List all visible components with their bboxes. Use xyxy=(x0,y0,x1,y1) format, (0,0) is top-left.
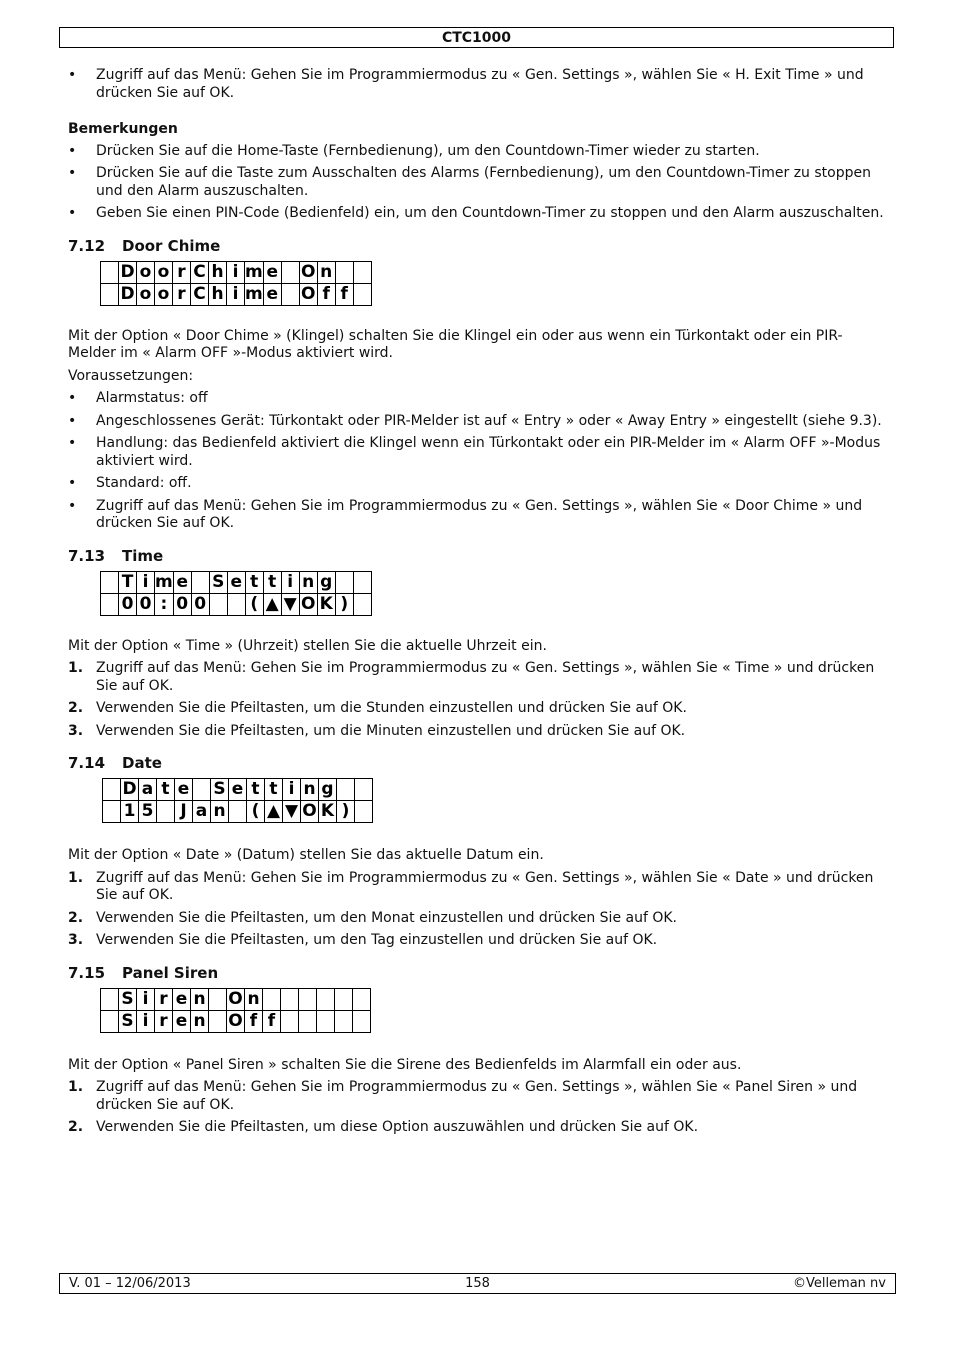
lcd-cell: 0 xyxy=(119,593,137,615)
section-description: Mit der Option « Time » (Uhrzeit) stellen Sie die aktuelle Uhrzeit ein. xyxy=(68,637,547,654)
section-description: Mit der Option « Date » (Datum) stellen Sie das aktuelle Datum ein. xyxy=(68,847,544,863)
lcd-cell xyxy=(101,593,119,615)
numbered-step xyxy=(68,723,890,741)
lcd-cell: 0 xyxy=(173,593,191,615)
version-date: V. 01 – 12/06/2013 xyxy=(69,1276,191,1291)
lcd-row xyxy=(101,1010,371,1032)
step-text: Verwenden Sie die Pfeiltasten, um die Stunden einzustellen und drücken Sie auf OK. xyxy=(96,700,687,716)
lcd-cell xyxy=(101,261,119,283)
lcd-cell: f xyxy=(317,283,335,305)
lcd-display-time xyxy=(100,571,372,616)
lcd-cell xyxy=(191,571,209,593)
lcd-cell: n xyxy=(299,571,317,593)
lcd-cell xyxy=(353,283,371,305)
lcd-cell: h xyxy=(209,283,227,305)
lcd-cell xyxy=(209,988,227,1010)
lcd-cell xyxy=(101,283,119,305)
section-number: 7.15 xyxy=(68,963,106,982)
lcd-cell xyxy=(103,801,121,823)
lcd-cell: n xyxy=(211,801,229,823)
section-heading-door-chime xyxy=(68,237,890,255)
lcd-cell: f xyxy=(263,1010,281,1032)
lcd-cell xyxy=(337,779,355,801)
lcd-cell: t xyxy=(157,779,175,801)
lcd-cell xyxy=(353,571,371,593)
page-content xyxy=(68,67,890,1142)
lcd-cell xyxy=(101,1010,119,1032)
step-number: 3. xyxy=(68,932,84,948)
lcd-cell xyxy=(335,1010,353,1032)
lcd-cell: m xyxy=(245,283,263,304)
lcd-cell: K xyxy=(317,593,335,615)
section-heading-time xyxy=(68,547,890,565)
lcd-cell: r xyxy=(155,1010,173,1032)
lcd-cell: e xyxy=(173,1010,191,1032)
lcd-cell xyxy=(335,988,353,1010)
lcd-cell xyxy=(281,261,299,283)
lcd-cell: 1 xyxy=(121,801,139,823)
numbered-step xyxy=(68,660,890,695)
lcd-cell xyxy=(281,1010,299,1032)
lcd-cell: ▼ xyxy=(281,593,299,615)
section-title: Date xyxy=(122,754,162,772)
lcd-cell: t xyxy=(265,779,283,801)
lcd-row xyxy=(103,801,373,823)
numbered-step xyxy=(68,932,890,950)
section-number: 7.12 xyxy=(68,236,106,255)
lcd-cell: i xyxy=(137,1010,155,1032)
lcd-cell: o xyxy=(155,283,173,305)
lcd-cell xyxy=(353,988,371,1010)
lcd-row xyxy=(101,988,371,1010)
lcd-cell xyxy=(353,593,371,615)
lcd-cell: e xyxy=(227,571,245,593)
lcd-cell: a xyxy=(139,779,157,801)
section-title: Panel Siren xyxy=(122,963,219,982)
lcd-cell: C xyxy=(191,283,209,305)
lcd-cell xyxy=(355,801,373,823)
lcd-cell: D xyxy=(120,283,135,304)
numbered-step xyxy=(68,870,890,905)
lcd-cell: e xyxy=(175,779,193,801)
section-title: Time xyxy=(122,546,164,565)
lcd-cell: i xyxy=(283,779,301,801)
lcd-cell: 0 xyxy=(191,593,209,615)
section-description: Mit der Option « Door Chime » (Klingel) schalten Sie die Klingel ein oder aus wenn ein Türkontakt oder ein PIR-Melder im « Alarm OFF »-Modus aktiviert wird. xyxy=(68,327,843,361)
lcd-cell: O xyxy=(300,261,316,282)
lcd-cell xyxy=(103,779,121,801)
lcd-cell: ▼ xyxy=(283,801,301,823)
numbered-step xyxy=(68,910,890,928)
step-number: 2. xyxy=(68,909,84,926)
lcd-cell xyxy=(317,988,335,1010)
lcd-cell: K xyxy=(319,801,337,823)
list-item: • Alarmstatus: off xyxy=(68,390,890,408)
lcd-cell: i xyxy=(227,283,245,305)
step-number: 3. xyxy=(68,722,84,739)
section-description: Mit der Option « Panel Siren » schalten Sie die Sirene des Bedienfelds im Alarmfall ein oder aus. xyxy=(68,1056,742,1073)
section-number: 7.14 xyxy=(68,754,106,772)
lcd-cell: r xyxy=(173,261,191,283)
lcd-cell xyxy=(193,779,211,801)
lcd-cell: m xyxy=(245,261,263,282)
lcd-cell: o xyxy=(137,283,155,305)
lcd-cell xyxy=(229,801,247,823)
lcd-cell: t xyxy=(263,571,281,593)
step-text: Zugriff auf das Menü: Gehen Sie im Programmiermodus zu « Gen. Settings », wählen Sie « Date » und drücken Sie auf OK. xyxy=(96,869,874,903)
lcd-row xyxy=(101,593,372,615)
lcd-cell xyxy=(299,1010,317,1032)
lcd-cell: O xyxy=(300,593,316,614)
lcd-cell: e xyxy=(263,283,281,305)
lcd-cell: 5 xyxy=(139,801,157,823)
list-item: • Drücken Sie auf die Home-Taste (Fernbedienung), um den Countdown-Timer wieder zu starten. xyxy=(68,143,890,161)
lcd-cell xyxy=(209,593,227,615)
section-heading-date xyxy=(68,754,890,772)
lcd-cell: O xyxy=(228,1010,243,1031)
lcd-cell: D xyxy=(120,261,135,282)
step-text: Verwenden Sie die Pfeiltasten, um den Monat einzustellen und drücken Sie auf OK. xyxy=(96,909,677,926)
lcd-cell: n xyxy=(301,779,319,801)
lcd-cell: O xyxy=(228,988,243,1009)
list-item: • Handlung: das Bedienfeld aktiviert die Klingel wenn ein Türkontakt oder ein PIR-Melder im « Alarm OFF »-Modus aktiviert wird. xyxy=(68,435,890,470)
lcd-cell xyxy=(263,988,281,1010)
copyright: ©Velleman nv xyxy=(792,1276,886,1291)
numbered-step xyxy=(68,1079,890,1114)
lcd-cell: r xyxy=(155,988,173,1010)
list-item: • Zugriff auf das Menü: Gehen Sie im Programmiermodus zu « Gen. Settings », wählen Sie « Door Chime » und drücken Sie auf OK. xyxy=(68,498,890,533)
lcd-cell: T xyxy=(119,571,137,593)
lcd-cell xyxy=(355,779,373,801)
list-item: • Geben Sie einen PIN-Code (Bedienfeld) ein, um den Countdown-Timer zu stoppen und den Alarm auszuschalten. xyxy=(68,205,890,223)
lcd-cell: ( xyxy=(245,593,263,615)
lcd-cell: n xyxy=(191,1010,209,1032)
lcd-cell: ▲ xyxy=(263,593,281,615)
section-title: Door Chime xyxy=(122,236,221,255)
list-item: • Standard: off. xyxy=(68,475,890,493)
lcd-cell: S xyxy=(119,988,137,1010)
lcd-cell xyxy=(299,988,317,1010)
lcd-cell: a xyxy=(193,801,211,823)
step-text: Verwenden Sie die Pfeiltasten, um diese Option auszuwählen und drücken Sie auf OK. xyxy=(96,1119,699,1135)
lcd-cell: J xyxy=(175,801,193,823)
page-header xyxy=(59,27,894,48)
lcd-cell: S xyxy=(211,779,229,801)
lcd-cell: f xyxy=(245,1010,263,1032)
section-heading-panel-siren xyxy=(68,964,890,982)
lcd-cell: ) xyxy=(335,593,353,615)
step-text: Zugriff auf das Menü: Gehen Sie im Programmiermodus zu « Gen. Settings », wählen Sie « Time » und drücken Sie auf OK. xyxy=(96,660,875,694)
remarks-heading: Bemerkungen xyxy=(68,121,178,137)
lcd-cell: S xyxy=(119,1010,137,1032)
lcd-cell xyxy=(227,593,245,615)
step-number: 1. xyxy=(68,660,84,676)
lcd-cell: i xyxy=(137,571,155,593)
lcd-cell: h xyxy=(209,261,227,283)
document-title: CTC1000 xyxy=(441,30,512,46)
section-number: 7.13 xyxy=(68,546,106,565)
lcd-cell xyxy=(281,283,299,305)
lcd-cell: t xyxy=(247,779,265,801)
list-item: • Drücken Sie auf die Taste zum Ausschalten des Alarms (Fernbedienung), um den Countdown-Timer zu stoppen und den Alarm auszuschalten. xyxy=(68,165,890,200)
lcd-cell xyxy=(101,988,119,1010)
lcd-cell: ▲ xyxy=(265,801,283,823)
lcd-cell xyxy=(335,571,353,593)
lcd-row xyxy=(101,571,372,593)
step-number: 1. xyxy=(68,1079,84,1095)
lcd-cell: g xyxy=(319,779,337,801)
lcd-row xyxy=(103,779,373,801)
step-text: Zugriff auf das Menü: Gehen Sie im Programmiermodus zu « Gen. Settings », wählen Sie « Panel Siren » und drücken Sie auf OK. xyxy=(96,1079,858,1113)
lcd-cell: n xyxy=(191,988,209,1010)
numbered-step xyxy=(68,700,890,718)
lcd-cell: : xyxy=(155,593,174,615)
lcd-cell xyxy=(281,988,299,1010)
lcd-cell: f xyxy=(335,283,353,305)
step-text: Verwenden Sie die Pfeiltasten, um die Minuten einzustellen und drücken Sie auf OK. xyxy=(96,722,686,739)
lcd-cell: S xyxy=(209,571,227,593)
lcd-cell xyxy=(101,571,119,593)
lcd-cell: e xyxy=(173,571,191,593)
lcd-cell: o xyxy=(137,261,155,283)
list-item: • Zugriff auf das Menü: Gehen Sie im Programmiermodus zu « Gen. Settings », wählen Sie « H. Exit Time » und drücken Sie auf OK. xyxy=(68,67,890,102)
lcd-cell: n xyxy=(245,988,263,1010)
step-text: Verwenden Sie die Pfeiltasten, um den Tag einzustellen und drücken Sie auf OK. xyxy=(96,932,658,948)
step-number: 2. xyxy=(68,700,84,716)
step-number: 1. xyxy=(68,869,84,886)
list-item: • Angeschlossenes Gerät: Türkontakt oder PIR-Melder ist auf « Entry » oder « Away Entry » eingestellt (siehe 9.3). xyxy=(68,413,890,431)
lcd-cell: e xyxy=(263,261,281,283)
lcd-row xyxy=(101,261,372,283)
lcd-display-panel-siren xyxy=(100,988,371,1033)
lcd-cell xyxy=(353,1010,371,1032)
lcd-row xyxy=(101,283,372,305)
lcd-cell: 0 xyxy=(137,593,155,615)
lcd-cell: g xyxy=(317,571,335,593)
lcd-cell: ) xyxy=(337,801,355,823)
lcd-cell xyxy=(335,261,353,283)
lcd-cell: e xyxy=(229,779,247,801)
lcd-cell: O xyxy=(302,801,317,821)
lcd-cell: n xyxy=(317,261,335,283)
lcd-cell: D xyxy=(122,779,137,799)
lcd-cell xyxy=(157,801,175,823)
lcd-cell xyxy=(209,1010,227,1032)
lcd-display-date xyxy=(102,778,373,823)
lcd-cell: o xyxy=(155,261,173,283)
lcd-cell: i xyxy=(227,261,245,283)
lcd-cell: r xyxy=(173,283,191,305)
numbered-step xyxy=(68,1119,890,1137)
lcd-cell: ( xyxy=(247,801,265,823)
lcd-cell: C xyxy=(191,261,209,283)
prerequisites-label: Voraussetzungen: xyxy=(68,367,194,384)
lcd-cell xyxy=(317,1010,335,1032)
lcd-cell: i xyxy=(281,571,299,593)
lcd-display-door-chime xyxy=(100,261,372,306)
lcd-cell: m xyxy=(155,571,173,592)
lcd-cell: O xyxy=(300,283,316,304)
lcd-cell: i xyxy=(137,988,155,1010)
lcd-cell: t xyxy=(245,571,263,593)
page-footer xyxy=(59,1273,896,1294)
lcd-cell: e xyxy=(173,988,191,1010)
lcd-cell xyxy=(353,261,371,283)
page-number: 158 xyxy=(465,1276,490,1291)
step-number: 2. xyxy=(68,1119,84,1135)
